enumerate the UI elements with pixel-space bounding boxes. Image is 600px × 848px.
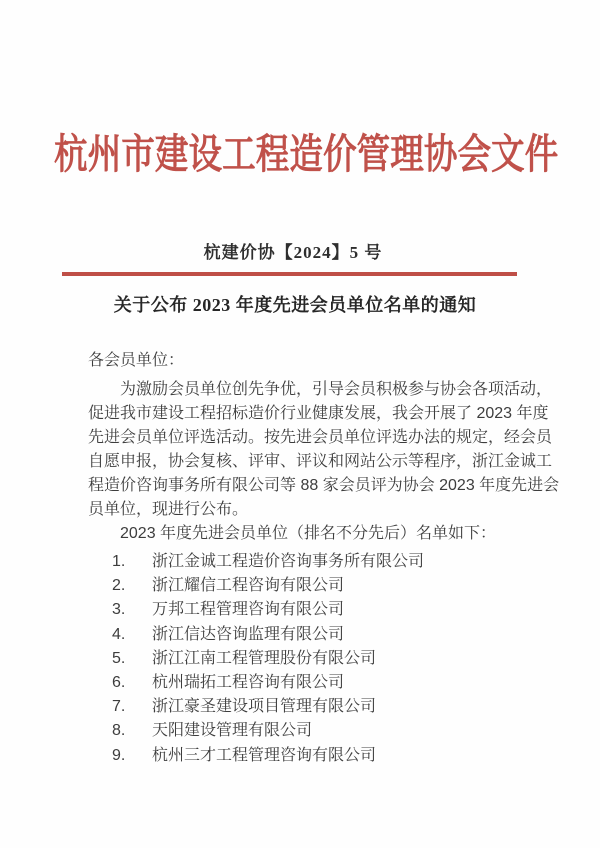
doc-number: 杭建价协【2024】5 号	[203, 243, 383, 262]
paragraph-1-line-6: 员单位，现进行公布。	[88, 501, 249, 518]
list-item	[88, 671, 520, 695]
list-number: 8.	[112, 722, 126, 740]
company-list	[88, 550, 520, 768]
red-divider-line	[62, 272, 517, 276]
list-number: 4.	[112, 625, 126, 643]
list-item	[88, 719, 520, 743]
paragraph-1	[88, 378, 560, 522]
list-number: 2.	[112, 577, 126, 595]
list-item	[88, 550, 520, 574]
list-number: 6.	[112, 674, 126, 692]
list-number: 1.	[112, 553, 126, 570]
company-name: 浙江耀信工程咨询有限公司	[152, 577, 345, 595]
paragraph-1-line-4: 自愿申报，协会复核、评审、评议和网站公示等程序，浙江金诚工	[88, 453, 553, 470]
paragraph-1-line-5: 程造价咨询事务所有限公司等 88 家会员评为协会 2023 年度先进会	[88, 477, 560, 494]
list-item	[88, 574, 520, 598]
paragraph-1-line-1: 为激励会员单位创先争优，引导会员积极参与协会各项活动，	[120, 381, 553, 398]
company-name: 浙江江南工程管理股份有限公司	[152, 649, 377, 667]
company-name: 浙江金诚工程造价咨询事务所有限公司	[152, 553, 425, 570]
company-name: 万邦工程管理咨询有限公司	[152, 601, 345, 619]
list-number: 5.	[112, 649, 126, 667]
notice-title: 关于公布 2023 年度先进会员单位名单的通知	[113, 295, 477, 315]
list-item	[88, 647, 520, 671]
paragraph-2: 2023 年度先进会员单位（排名不分先后）名单如下：	[120, 525, 497, 542]
list-number: 3.	[112, 601, 126, 619]
company-name: 浙江信达咨询监理有限公司	[152, 625, 345, 643]
list-number: 9.	[112, 746, 126, 764]
paragraph-1-line-2: 促进我市建设工程招标造价行业健康发展，我会开展了 2023 年度	[88, 405, 549, 422]
list-item	[88, 744, 520, 768]
salutation: 各会员单位：	[88, 352, 185, 369]
company-name: 天阳建设管理有限公司	[152, 722, 313, 740]
document-body	[88, 349, 560, 768]
list-item	[88, 695, 520, 719]
list-item	[88, 598, 520, 622]
masthead-title: 杭州市建设工程造价管理协会文件	[54, 131, 559, 177]
company-name: 浙江豪圣建设项目管理有限公司	[152, 698, 377, 716]
company-name: 杭州瑞拓工程咨询有限公司	[152, 674, 345, 692]
paragraph-1-line-3: 先进会员单位评选活动。按先进会员单位评选办法的规定，经会员	[88, 429, 553, 446]
list-number: 7.	[112, 698, 126, 716]
company-name: 杭州三才工程管理咨询有限公司	[152, 746, 377, 764]
list-item	[88, 623, 520, 647]
